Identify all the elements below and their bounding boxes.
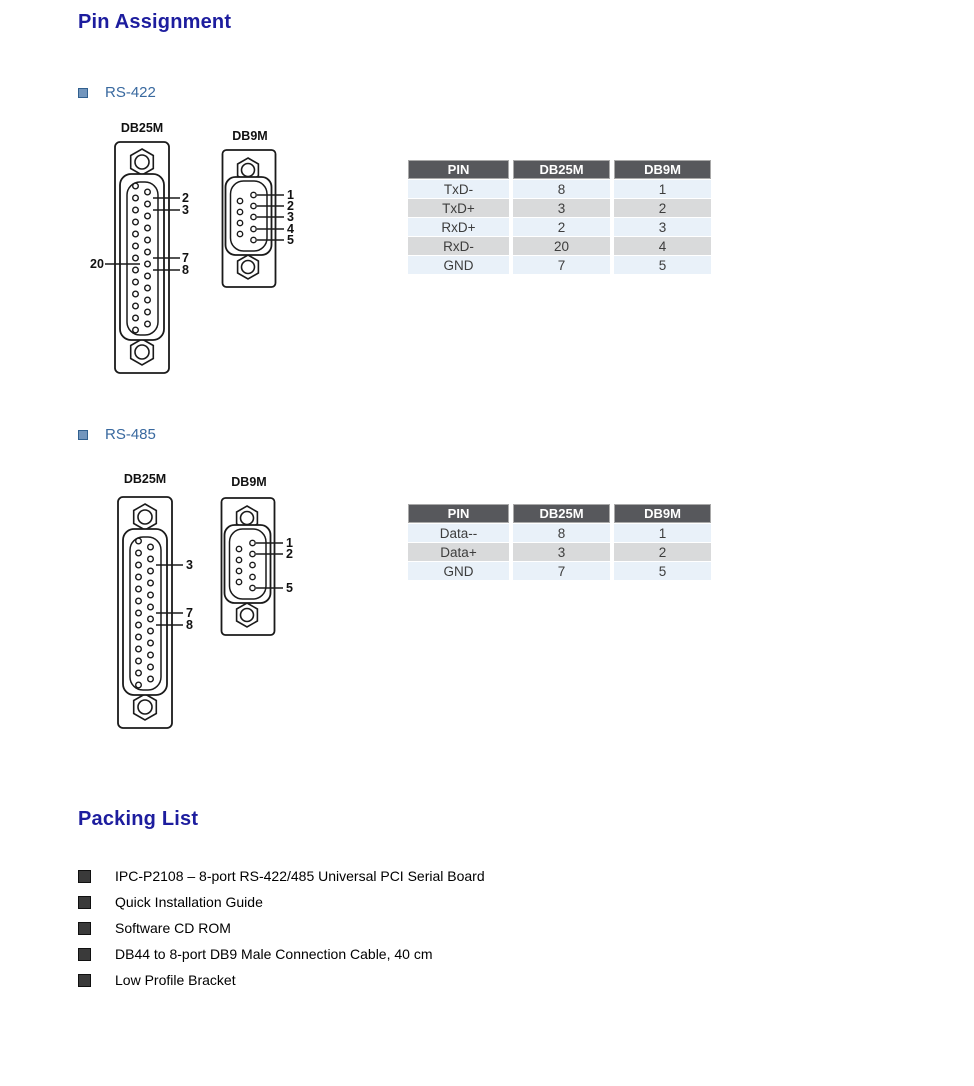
cell-db9m: 2	[614, 199, 711, 217]
cell-db25m: 2	[513, 218, 610, 236]
cell-db25m: 20	[513, 237, 610, 255]
col-header-pin: PIN	[408, 160, 509, 179]
cell-pin: GND	[408, 256, 509, 274]
cell-db9m: 1	[614, 524, 711, 542]
list-item	[78, 967, 485, 993]
packing-item-label: Low Profile Bracket	[115, 972, 236, 988]
table-row	[408, 237, 711, 255]
cell-db9m: 5	[614, 562, 711, 580]
table-row	[408, 218, 711, 236]
section-heading-rs422	[78, 84, 156, 101]
cell-pin: TxD-	[408, 180, 509, 198]
cell-db9m: 2	[614, 543, 711, 561]
pin-callout: 5	[287, 233, 294, 247]
col-header-pin: PIN	[408, 504, 509, 523]
table-row	[408, 562, 711, 580]
cell-pin: TxD+	[408, 199, 509, 217]
square-bullet-icon	[78, 974, 91, 987]
table-row	[408, 199, 711, 217]
square-bullet-icon	[78, 870, 91, 883]
pin-callout: 2	[182, 191, 189, 205]
cell-db25m: 7	[513, 256, 610, 274]
cell-pin: RxD-	[408, 237, 509, 255]
pin-callout: 2	[286, 547, 293, 561]
db9m-connector-illustration	[222, 498, 275, 635]
table-row	[408, 180, 711, 198]
rs422-pin-table	[404, 159, 715, 275]
cell-db25m: 7	[513, 562, 610, 580]
db9m-connector-illustration	[223, 150, 276, 287]
pin-callout: 3	[186, 558, 193, 572]
pin-callout: 8	[182, 263, 189, 277]
table-header-row	[408, 504, 711, 523]
cell-db25m: 3	[513, 199, 610, 217]
section-heading-label: RS-485	[105, 426, 156, 443]
square-bullet-icon	[78, 88, 88, 98]
rs485-pin-table	[404, 503, 715, 581]
cell-db25m: 8	[513, 524, 610, 542]
pin-callout: 8	[186, 618, 193, 632]
packing-item-label: IPC-P2108 – 8-port RS-422/485 Universal PCI Serial Board	[115, 868, 485, 884]
packing-item-label: Quick Installation Guide	[115, 894, 263, 910]
cell-db25m: 8	[513, 180, 610, 198]
rs485-connector-diagram	[85, 470, 300, 735]
pin-callout: 5	[286, 581, 293, 595]
db25m-connector-label: DB25M	[120, 121, 164, 135]
square-bullet-icon	[78, 896, 91, 909]
pin-callout: 7	[182, 251, 189, 265]
packing-item-label: DB44 to 8-port DB9 Male Connection Cable, 40 cm	[115, 946, 433, 962]
cell-pin: Data+	[408, 543, 509, 561]
rs422-connector-diagram	[85, 118, 300, 383]
square-bullet-icon	[78, 430, 88, 440]
section-heading-label: RS-422	[105, 84, 156, 101]
packing-list	[78, 863, 485, 993]
db9m-connector-label: DB9M	[231, 475, 267, 489]
page-title: Pin Assignment	[78, 11, 232, 33]
db9m-connector-label: DB9M	[232, 129, 268, 143]
table-row	[408, 524, 711, 542]
square-bullet-icon	[78, 948, 91, 961]
table-row	[408, 256, 711, 274]
list-item	[78, 889, 485, 915]
col-header-db25m: DB25M	[513, 504, 610, 523]
pin-callout: 3	[182, 203, 189, 217]
col-header-db9m: DB9M	[614, 504, 711, 523]
list-item	[78, 915, 485, 941]
db25m-connector-label: DB25M	[123, 472, 167, 486]
table-row	[408, 543, 711, 561]
pin-callout: 1	[287, 188, 294, 202]
section-heading-rs485	[78, 426, 156, 443]
cell-db9m: 4	[614, 237, 711, 255]
pin-callout: 1	[286, 536, 293, 550]
cell-db9m: 1	[614, 180, 711, 198]
cell-db9m: 3	[614, 218, 711, 236]
cell-pin: GND	[408, 562, 509, 580]
packing-item-label: Software CD ROM	[115, 920, 231, 936]
table-header-row	[408, 160, 711, 179]
cell-db9m: 5	[614, 256, 711, 274]
cell-pin: Data--	[408, 524, 509, 542]
cell-pin: RxD+	[408, 218, 509, 236]
list-item	[78, 863, 485, 889]
cell-db25m: 3	[513, 543, 610, 561]
col-header-db9m: DB9M	[614, 160, 711, 179]
packing-list-title: Packing List	[78, 808, 199, 830]
pin-callout: 2	[287, 199, 294, 213]
pin-callout: 4	[287, 222, 294, 236]
pin-callout: 3	[287, 210, 294, 224]
list-item	[78, 941, 485, 967]
pin-callout: 20	[90, 257, 104, 271]
col-header-db25m: DB25M	[513, 160, 610, 179]
square-bullet-icon	[78, 922, 91, 935]
pin-callout: 7	[186, 606, 193, 620]
